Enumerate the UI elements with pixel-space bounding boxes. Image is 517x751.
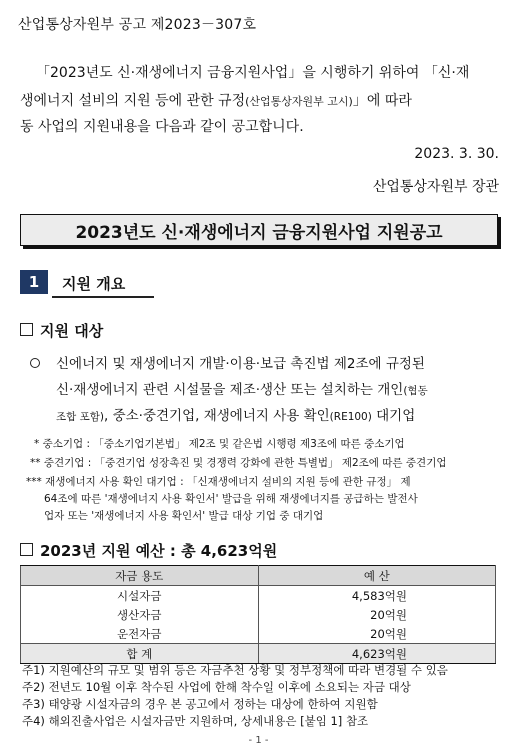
document-title: 2023년도 신·재생에너지 금융지원사업 지원공고 bbox=[75, 222, 443, 243]
support-target-line-2 bbox=[56, 378, 428, 398]
budget-table bbox=[20, 565, 496, 664]
footnote-midsize: ** 중견기업 : 「중견기업 성장촉진 및 경쟁력 강화에 관한 특별법」 제2조에 따른 중견기업 bbox=[30, 457, 447, 469]
footnote-re100-2: 64조에 따른 '재생에너지 사용 확인서' 발급을 위해 재생에너지를 공급하는 발전사 bbox=[44, 493, 418, 505]
budget-cell: 4,583억원 bbox=[258, 586, 496, 606]
intro-line-2 bbox=[20, 90, 412, 110]
support-target-line-3-re100: (RE100) bbox=[329, 411, 372, 423]
budget-heading: 2023년 지원 예산 : 총 4,623억원 bbox=[40, 542, 278, 560]
footnote-sme: * 중소기업 : 「중소기업기본법」 제2조 및 같은법 시행령 제3조에 따른 중소기업 bbox=[34, 438, 405, 450]
intro-line-2-small: (산업통상자원부 고시) bbox=[245, 95, 353, 108]
budget-note-1: 주1) 지원예산의 규모 및 범위 등은 자금추천 상황 및 정부정책에 따라 변경될 수 있음 bbox=[22, 663, 448, 677]
intro-line-1: 「2023년도 신·재생에너지 금융지원사업」을 시행하기 위하여 「신·재 bbox=[36, 65, 470, 81]
issuer: 산업통상자원부 장관 bbox=[372, 179, 499, 195]
support-target-line-2-text: 신·재생에너지 관련 시설물을 제조·생산 또는 설치하는 개인 bbox=[56, 382, 404, 398]
square-bullet-icon bbox=[20, 543, 33, 556]
usage-cell: 시설자금 bbox=[21, 586, 259, 606]
usage-cell: 운전자금 bbox=[21, 624, 259, 644]
total-value-cell: 4,623억원 bbox=[258, 644, 496, 664]
budget-cell: 20억원 bbox=[258, 605, 496, 624]
intro-line-3: 동 사업의 지원내용을 다음과 같이 공고합니다. bbox=[20, 119, 304, 135]
footnote-re100-1: *** 재생에너지 사용 확인 대기업 : 「신재생에너지 설비의 지원 등에 관한 규정」 제 bbox=[26, 476, 411, 488]
table-header-row bbox=[21, 566, 496, 586]
support-target-line-3-text: , 중소·중견기업, 재생에너지 사용 확인 bbox=[104, 408, 330, 424]
support-target-line-1: 신에너지 및 재생에너지 개발·이용·보급 촉진법 제2조에 규정된 bbox=[56, 356, 425, 372]
support-target-line-2-small: (협동 bbox=[403, 385, 428, 397]
column-header-usage: 자금 용도 bbox=[21, 566, 259, 586]
footnote-re100-3: 업자 또는 '재생에너지 사용 확인서' 발급 대상 기업 중 대기업 bbox=[44, 510, 324, 522]
page-number: - 1 - bbox=[248, 735, 269, 746]
usage-cell: 생산자금 bbox=[21, 605, 259, 624]
section-title: 지원 개요 bbox=[62, 275, 126, 293]
intro-line-2-end: 」에 따라 bbox=[352, 93, 412, 109]
section-underline bbox=[52, 296, 154, 298]
square-bullet-icon bbox=[20, 323, 33, 336]
notice-number: 산업통상자원부 공고 제2023－307호 bbox=[18, 17, 257, 33]
column-header-budget: 예 산 bbox=[258, 566, 496, 586]
support-target-line-3 bbox=[56, 404, 415, 424]
support-target-heading: 지원 대상 bbox=[40, 322, 104, 340]
table-row bbox=[21, 605, 496, 624]
intro-line-2-text: 생에너지 설비의 지원 등에 관한 규정 bbox=[20, 93, 246, 109]
total-label-cell: 합 계 bbox=[21, 644, 259, 664]
support-target-line-3-small: 조합 포함) bbox=[56, 411, 105, 423]
support-target-line-3-end: 대기업 bbox=[371, 408, 416, 424]
budget-note-2: 주2) 전년도 10월 이후 착수된 사업에 한해 착수일 이후에 소요되는 자금 대상 bbox=[22, 680, 411, 694]
table-total-row bbox=[21, 644, 496, 664]
circle-bullet-icon bbox=[30, 358, 40, 368]
budget-cell: 20억원 bbox=[258, 624, 496, 644]
document-title-box bbox=[20, 214, 498, 246]
table-row bbox=[21, 586, 496, 606]
notice-date: 2023. 3. 30. bbox=[414, 146, 499, 162]
budget-note-3: 주3) 태양광 시설자금의 경우 본 공고에서 정하는 대상에 한하여 지원함 bbox=[22, 697, 378, 711]
table-row bbox=[21, 624, 496, 644]
section-number: 1 bbox=[20, 270, 48, 294]
budget-note-4: 주4) 해외진출사업은 시설자금만 지원하며, 상세내용은 [붙임 1] 참조 bbox=[22, 714, 369, 728]
